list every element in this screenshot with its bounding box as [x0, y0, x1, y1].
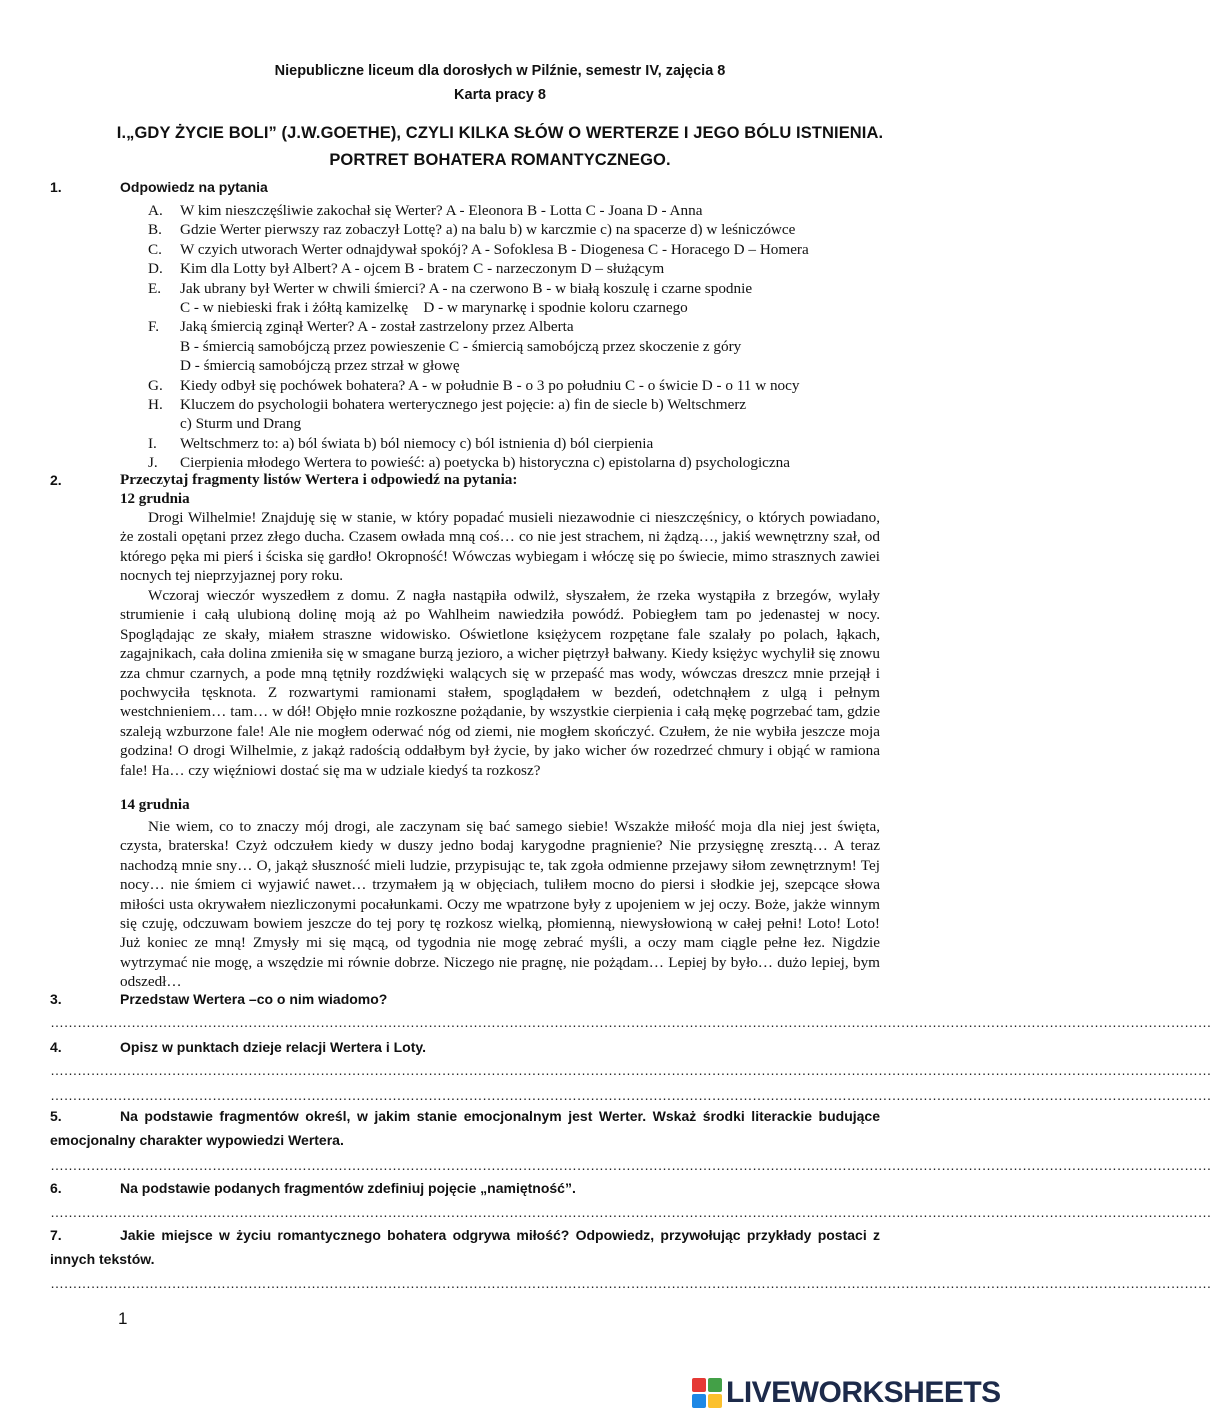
letter-1-paragraph-2: Wczoraj wieczór wyszedłem z domu. Z nagła nastąpiła odwilż, słyszałem, że rzeka wystąpiła z brzegów, wylały strumienie i całą ulubioną dolinę moją aż po Wahlheim nawiedziła powódź. Pobiegłem tam po jedenastej w nocy. Spoglądając ze skały, miałem straszne widowisko. Oświetlone księżycem rozpętane fale szalały po polach, łąkach, zagajnikach, cała dolina zmieniła się w smagane burzą jezioro, a wicher piętrzył bałwany. Kiedy księżyc wychylił się znowu zza chmur czarnych, a pode mną tętniły rozdźwięki walących się w przepaść mas wody, wówczas dreszcz mnie przejął i pochwyciła tęsknota. Z rozwartymi ramionami stałem, spoglądałem w bezdeń, odetchnąłem z ulgą i pełnym westchnieniem… tam… w dół! Objęło mnie rozkoszne pożądanie, by wszystkie cierpienia i całą mękę pogrzebać tam, gdzie szaleją wzburzone fale! Ale nie mogłem oderwać nóg od ziemi, nie mogłem skończyć. Czułem, że nie wybiła jeszcze moja godzina! O drogi Wilhelmie, z jakąż radością oddałbym był życie, by jako wicher ów rozedrzeć chmury i objąć w ramiona fale! Ha… czy więźniowi dostać się ma w udziale kiedyś ta rozkosz?	[120, 587, 880, 779]
quiz-item-h	[148, 395, 908, 434]
school-header: Niepubliczne liceum dla dorosłych w Pilźnie, semestr IV, zajęcia 8	[274, 63, 726, 79]
quiz-item-letter: C.	[148, 240, 162, 258]
question-5-text: Na podstawie fragmentów określ, w jakim stanie emocjonalnym jest Werter. Wskaż środki literackie budujące emocjonalny charakter wypowiedzi Wertera.	[50, 1108, 880, 1148]
quiz-item-letter: F.	[148, 318, 160, 336]
answer-line-6[interactable]: ……………………………………………………………………………………………………………………………………………………………………………………………………………………………………	[50, 1204, 1211, 1220]
question-1-text: Odpowiedz na pytania	[120, 179, 268, 195]
question-4-text: Opisz w punktach dzieje relacji Wertera i Loty.	[120, 1039, 427, 1055]
answer-line-5[interactable]: ……………………………………………………………………………………………………………………………………………………………………………………………………………………………………	[50, 1157, 1211, 1173]
quiz-list	[148, 201, 908, 473]
page-number: 1	[118, 1309, 128, 1328]
letter-2-date: 14 grudnia	[120, 797, 190, 813]
quiz-item-g	[148, 376, 908, 395]
question-7	[50, 1223, 880, 1271]
question-7-number: 7.	[50, 1227, 62, 1243]
letter-2-paragraph-1: Nie wiem, co to znaczy mój drogi, ale zaczynam się bać samego siebie! Wszakże miłość moja dla niej jest święta, czysta, braterska! Czyż odczułem kiedy w duszy jedno bodaj karygodne pragnienie? Nie przysięgnę zresztą… A teraz nachodzą mnie sny… O, jakąż słuszność mieli ludzie, przypisując te, tak zgoła odmienne przejawy siłom zewnętrznym! Tej nocy… nie śmiem ci wyjawić nawet… trzymałem ją w objęciach, tuliłem mocno do piersi i słodkie jej, szepcące słowa miłości usta okrywałem niezliczonymi pocałunkami. Oczy me wpatrzone były z upojeniem w jej oczy. Boże, jakże winnym się czuję, odczuwam bowiem jeszcze do tej pory tę rozkosz wielką, płomienną, niewysłowioną w całej pełni! Loto! Loto! Już koniec ze mną! Zmysły mi się mącą, od tygodnia nie mogę zebrać myśli, a oczy mam ciągle pełne łez. Nigdzie wytrzymać nie mogę, a wszędzie mi równie dobrze. Niczego nie pragnę, nie pożądam… Lepiej by było… dużo lepiej, bym odszedł…	[120, 818, 880, 991]
quiz-item-text: Cierpienia młodego Wertera to powieść: a) poetycka b) historyczna c) epistolarna d) psychologiczna	[180, 454, 790, 472]
quiz-item-text: C - w niebieski frak i żółtą kamizelkę D - w marynarkę i spodnie koloru czarnego	[180, 299, 688, 317]
question-1-number: 1.	[50, 179, 62, 195]
quiz-item-text: Kluczem do psychologii bohatera werterycznego jest pojęcie: a) fin de siecle b) Weltschmerz	[180, 396, 747, 414]
quiz-item-letter: B.	[148, 221, 162, 239]
quiz-item-a	[148, 201, 908, 220]
question-2-number: 2.	[50, 472, 62, 488]
quiz-item-letter: H.	[148, 396, 163, 414]
quiz-item-letter: D.	[148, 260, 163, 278]
quiz-item-text: Kim dla Lotty był Albert? A - ojcem B - bratem C - narzeczonym D – służącym	[180, 260, 665, 278]
quiz-item-text: Gdzie Werter pierwszy raz zobaczył Lottę? a) na balu b) w karczmie c) na spacerze d) w leśniczówce	[180, 221, 796, 239]
answer-line-4b[interactable]: ……………………………………………………………………………………………………………………………………………………………………………………………………………………………………	[50, 1087, 1211, 1103]
quiz-item-c	[148, 240, 908, 259]
quiz-item-i	[148, 434, 908, 453]
question-3-text: Przedstaw Wertera –co o nim wiadomo?	[120, 991, 388, 1007]
question-3-number: 3.	[50, 991, 62, 1007]
logo-square-blue	[692, 1394, 706, 1408]
logo-text: LIVEWORKSHEETS	[726, 1376, 1001, 1409]
question-7-text: Jakie miejsce w życiu romantycznego bohatera odgrywa miłość? Odpowiedz, przywołując przykłady postaci z innych tekstów.	[50, 1227, 880, 1267]
quiz-item-b	[148, 220, 908, 239]
letter-1-paragraph-1: Drogi Wilhelmie! Znajduję się w stanie, w który popadać musieli niezawodnie ci nieszczęśnicy, o których powiadano, że zostali opętani przez złego ducha. Czasem owłada mną coś… co nie jest strachem, ni żądzą…, jakiś wewnętrzny szał, od którego pęka mi pierś i ściska się gardło! Okropność! Wówczas wybiegam i włóczę się po świecie, mimo strasznych zawiei nocnych tej nieprzyjaznej pory roku.	[120, 509, 880, 585]
quiz-item-text: W kim nieszczęśliwie zakochał się Werter? A - Eleonora B - Lotta C - Joana D - Anna	[180, 202, 703, 219]
logo-square-red	[692, 1378, 706, 1392]
quiz-item-e	[148, 279, 908, 318]
question-6-text: Na podstawie podanych fragmentów zdefiniuj pojęcie „namiętność”.	[120, 1180, 576, 1196]
answer-line-7[interactable]: ……………………………………………………………………………………………………………………………………………………………………………………………………………………………………	[50, 1275, 1211, 1291]
logo-square-yellow	[708, 1394, 722, 1408]
quiz-item-j	[148, 453, 908, 472]
lesson-title: I.„GDY ŻYCIE BOLI” (J.W.GOETHE), CZYLI KILKA SŁÓW O WERTERZE I JEGO BÓLU ISTNIENIA.	[116, 124, 884, 142]
quiz-item-letter: J.	[148, 454, 158, 472]
quiz-item-text: c) Sturm und Drang	[180, 415, 302, 433]
lesson-subtitle: PORTRET BOHATERA ROMANTYCZNEGO.	[329, 151, 671, 169]
quiz-item-letter: G.	[148, 376, 163, 394]
quiz-item-text: B - śmiercią samobójczą przez powieszenie C - śmiercią samobójczą przez skoczenie z góry	[180, 337, 742, 355]
answer-line-4a[interactable]: ……………………………………………………………………………………………………………………………………………………………………………………………………………………………………	[50, 1062, 1211, 1078]
question-2-text: Przeczytaj fragmenty listów Wertera i odpowiedź na pytania:	[120, 471, 518, 488]
quiz-item-text: Jaką śmiercią zginął Werter? A - został zastrzelony przez Alberta	[180, 318, 574, 336]
quiz-item-f	[148, 317, 908, 375]
question-6-number: 6.	[50, 1180, 62, 1196]
answer-line-3[interactable]: ……………………………………………………………………………………………………………………………………………………………………………………………………………………………………	[50, 1014, 1211, 1030]
logo-square-green	[708, 1378, 722, 1392]
worksheet-number: Karta pracy 8	[454, 87, 546, 103]
quiz-item-letter: A.	[148, 202, 163, 219]
quiz-item-text: Kiedy odbył się pochówek bohatera? A - w południe B - o 3 po południu C - o świcie D - o 11 w nocy	[180, 376, 800, 394]
liveworksheets-logo[interactable]	[692, 1375, 1001, 1411]
liveworksheets-logo-icon	[692, 1378, 722, 1408]
question-4-number: 4.	[50, 1039, 62, 1055]
letter-1-date: 12 grudnia	[120, 491, 190, 507]
quiz-item-text: W czyich utworach Werter odnajdywał spokój? A - Sofoklesa B - Diogenesa C - Horacego D – Homera	[180, 240, 809, 258]
question-5	[50, 1104, 880, 1152]
quiz-item-letter: E.	[148, 279, 162, 297]
quiz-item-text: Jak ubrany był Werter w chwili śmierci? A - na czerwono B - w białą koszulę i czarne spodnie	[180, 279, 753, 297]
question-5-number: 5.	[50, 1108, 62, 1124]
quiz-item-d	[148, 259, 908, 278]
quiz-item-letter: I.	[148, 434, 157, 452]
quiz-item-text: Weltschmerz to: a) ból świata b) ból niemocy c) ból istnienia d) ból cierpienia	[180, 434, 654, 452]
quiz-item-text: D - śmiercią samobójczą przez strzał w głowę	[180, 357, 460, 375]
